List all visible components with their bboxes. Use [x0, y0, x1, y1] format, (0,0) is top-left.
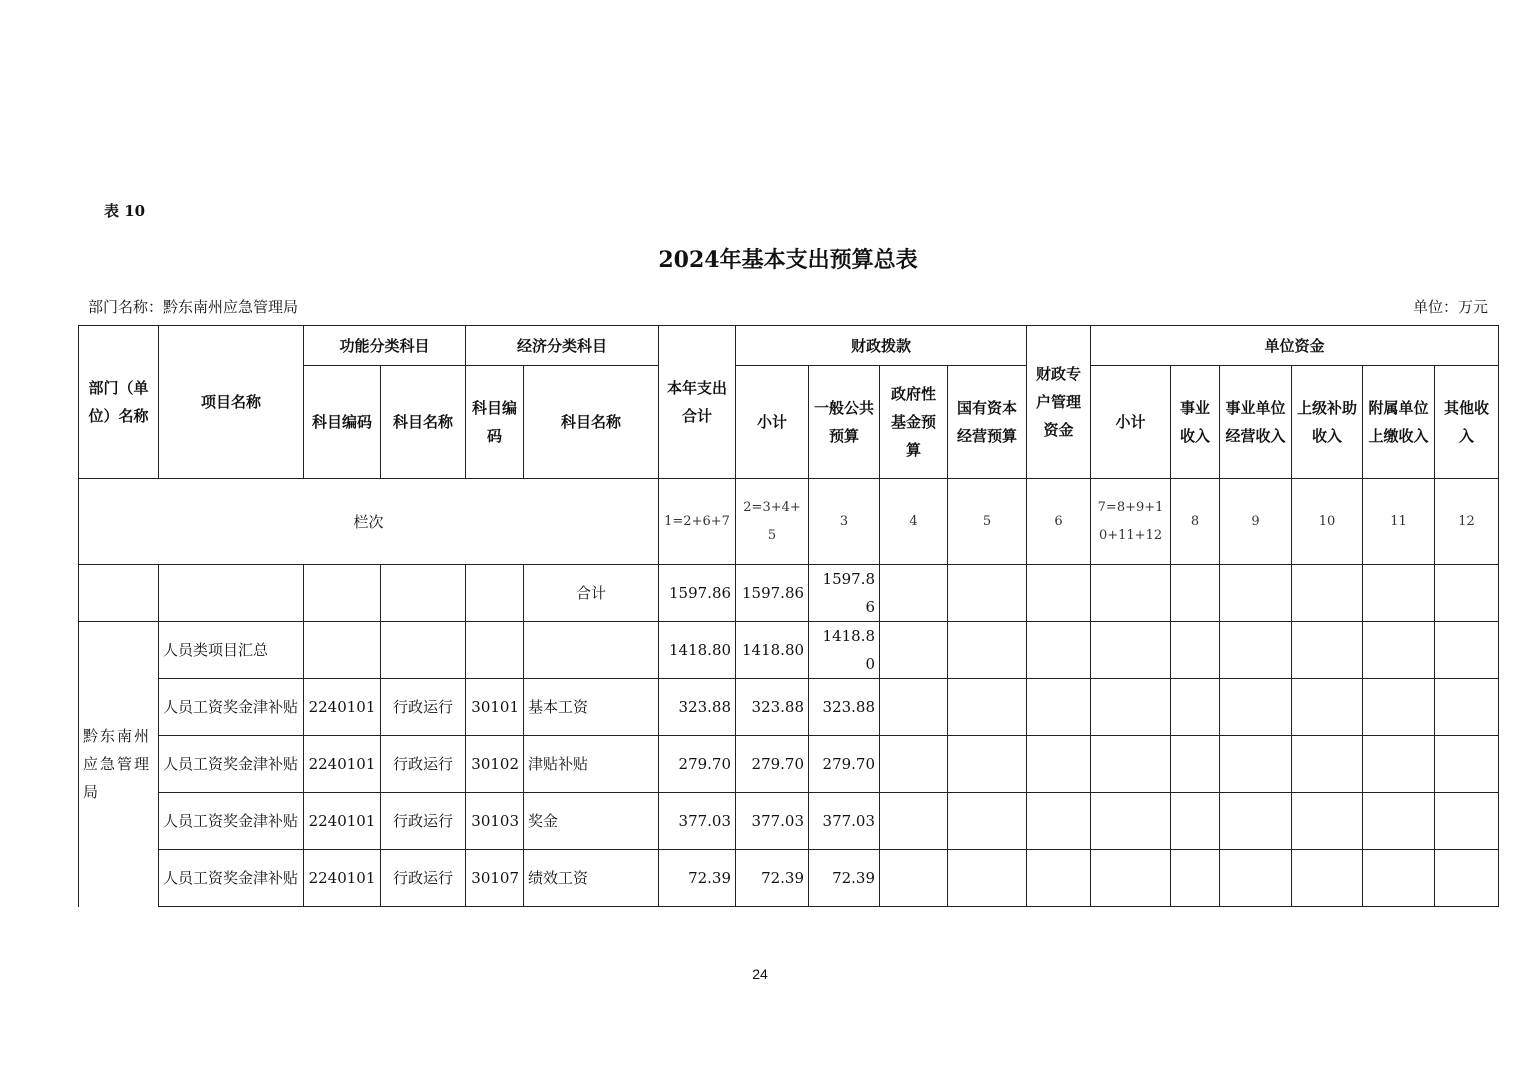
total-amount: 1597.86 — [659, 565, 736, 622]
row-general-budget: 72.39 — [809, 850, 880, 907]
index-cell: 9 — [1220, 479, 1292, 565]
row-project: 人员工资奖金津补贴 — [159, 679, 304, 736]
header-econ-name: 科目名称 — [524, 366, 659, 479]
total-general-budget: 1597.86 — [809, 565, 880, 622]
header-state-capital: 国有资本经营预算 — [948, 366, 1027, 479]
row-project: 人员工资奖金津补贴 — [159, 793, 304, 850]
row-project: 人员工资奖金津补贴 — [159, 736, 304, 793]
row-func-code: 2240101 — [304, 736, 381, 793]
table-number: 表 10 — [104, 202, 146, 220]
table-row — [79, 793, 1499, 850]
index-cell: 12 — [1435, 479, 1499, 565]
summary-fiscal-subtotal: 1418.80 — [736, 622, 809, 679]
index-cell: 11 — [1363, 479, 1435, 565]
header-gov-fund: 政府性基金预算 — [880, 366, 948, 479]
row-econ-name: 奖金 — [524, 793, 659, 850]
row-fiscal-subtotal: 377.03 — [736, 793, 809, 850]
header-total: 本年支出合计 — [659, 326, 736, 479]
budget-table — [78, 325, 1499, 907]
header-func-name: 科目名称 — [381, 366, 466, 479]
header-economic-group: 经济分类科目 — [466, 326, 659, 366]
index-cell: 4 — [880, 479, 948, 565]
header-special-account: 财政专户管理资金 — [1027, 326, 1091, 479]
row-total: 377.03 — [659, 793, 736, 850]
index-cell: 10 — [1292, 479, 1363, 565]
row-total: 323.88 — [659, 679, 736, 736]
row-general-budget: 323.88 — [809, 679, 880, 736]
table-row — [79, 736, 1499, 793]
table-row — [79, 850, 1499, 907]
row-func-code: 2240101 — [304, 850, 381, 907]
header-func-code: 科目编码 — [304, 366, 381, 479]
row-fiscal-subtotal: 72.39 — [736, 850, 809, 907]
header-affiliated-income: 附属单位上缴收入 — [1363, 366, 1435, 479]
row-econ-code: 30103 — [466, 793, 524, 850]
total-label: 合计 — [524, 565, 659, 622]
header-superior-subsidy: 上级补助收入 — [1292, 366, 1363, 479]
header-unit-subtotal: 小计 — [1091, 366, 1171, 479]
index-cell: 1=2+6+7 — [659, 479, 736, 565]
row-fiscal-subtotal: 323.88 — [736, 679, 809, 736]
row-econ-name: 绩效工资 — [524, 850, 659, 907]
total-row — [79, 565, 1499, 622]
index-cell: 8 — [1171, 479, 1220, 565]
row-project: 人员工资奖金津补贴 — [159, 850, 304, 907]
department-name-cell: 黔东南州应急管理局 — [79, 622, 159, 907]
index-label: 栏次 — [79, 479, 659, 565]
header-econ-code: 科目编码 — [466, 366, 524, 479]
header-business-income: 事业收入 — [1171, 366, 1220, 479]
row-func-name: 行政运行 — [381, 793, 466, 850]
header-dept: 部门（单位）名称 — [79, 326, 159, 479]
row-fiscal-subtotal: 279.70 — [736, 736, 809, 793]
row-econ-name: 津贴补贴 — [524, 736, 659, 793]
department-line: 部门名称：黔东南州应急管理局 — [88, 298, 299, 316]
unit-line: 单位：万元 — [1412, 298, 1488, 316]
row-econ-code: 30102 — [466, 736, 524, 793]
index-cell: 3 — [809, 479, 880, 565]
header-other-income: 其他收入 — [1435, 366, 1499, 479]
header-row-1 — [79, 326, 1499, 366]
row-general-budget: 377.03 — [809, 793, 880, 850]
row-func-code: 2240101 — [304, 679, 381, 736]
row-econ-name: 基本工资 — [524, 679, 659, 736]
document-title: 2024年基本支出预算总表 — [658, 247, 918, 273]
row-econ-code: 30107 — [466, 850, 524, 907]
row-func-name: 行政运行 — [381, 736, 466, 793]
row-func-code: 2240101 — [304, 793, 381, 850]
summary-row — [79, 622, 1499, 679]
index-cell: 7=8+9+10+11+12 — [1091, 479, 1171, 565]
row-total: 72.39 — [659, 850, 736, 907]
summary-general-budget: 1418.80 — [809, 622, 880, 679]
header-fiscal-subtotal: 小计 — [736, 366, 809, 479]
header-unit-funds-group: 单位资金 — [1091, 326, 1499, 366]
index-cell: 6 — [1027, 479, 1091, 565]
index-cell: 5 — [948, 479, 1027, 565]
summary-project: 人员类项目汇总 — [159, 622, 304, 679]
row-func-name: 行政运行 — [381, 850, 466, 907]
row-econ-code: 30101 — [466, 679, 524, 736]
header-fiscal-group: 财政拨款 — [736, 326, 1027, 366]
index-row — [79, 479, 1499, 565]
table-row — [79, 679, 1499, 736]
row-func-name: 行政运行 — [381, 679, 466, 736]
index-cell: 2=3+4+5 — [736, 479, 809, 565]
total-fiscal-subtotal: 1597.86 — [736, 565, 809, 622]
row-general-budget: 279.70 — [809, 736, 880, 793]
header-project: 项目名称 — [159, 326, 304, 479]
page-number: 24 — [752, 966, 768, 982]
summary-total: 1418.80 — [659, 622, 736, 679]
header-business-operation: 事业单位经营收入 — [1220, 366, 1292, 479]
header-general-budget: 一般公共预算 — [809, 366, 880, 479]
row-total: 279.70 — [659, 736, 736, 793]
header-function-group: 功能分类科目 — [304, 326, 466, 366]
